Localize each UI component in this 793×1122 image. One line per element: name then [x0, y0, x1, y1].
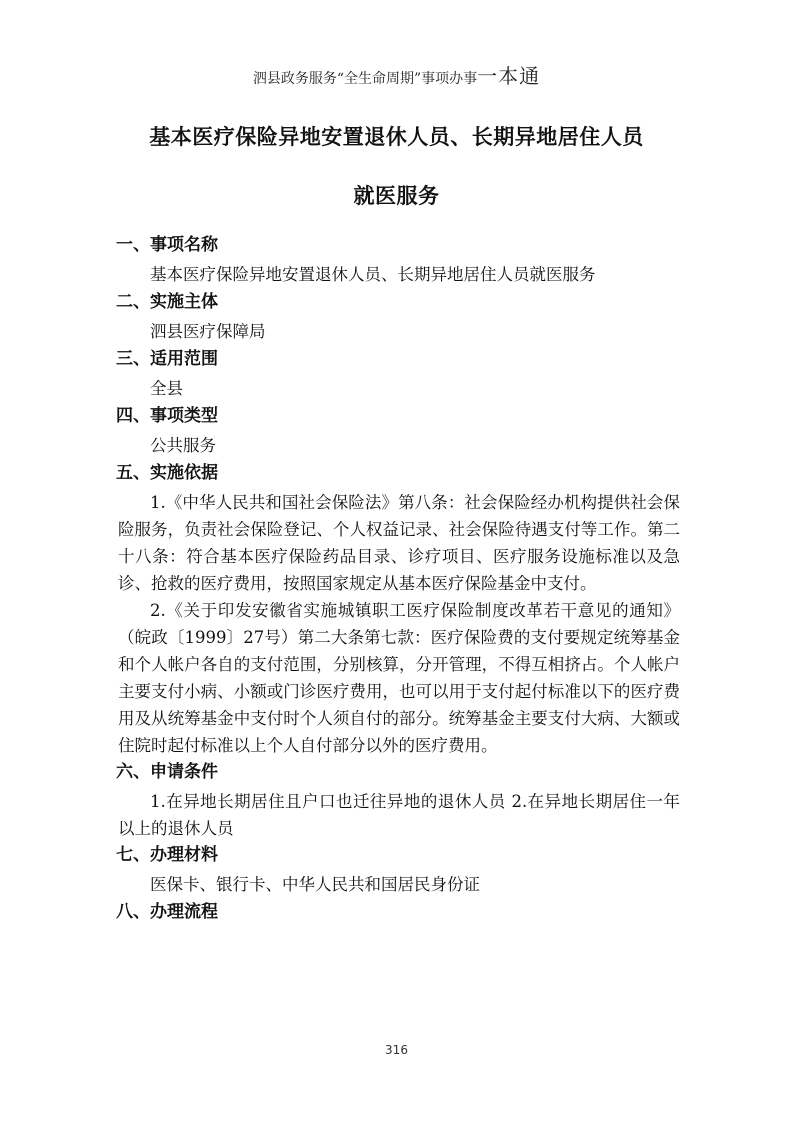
- section-heading-item-type: 四、事项类型: [116, 406, 218, 426]
- section-value-scope: 全县: [150, 379, 183, 398]
- section-heading-implementing-body: 二、实施主体: [116, 292, 218, 312]
- section-value-item-name: 基本医疗保险异地安置退休人员、长期异地居住人员就医服务: [150, 265, 596, 284]
- document-body: [118, 232, 680, 928]
- header-prefix: 泗县政务服务“全生命周期”事项办事: [252, 71, 478, 87]
- running-header: [0, 60, 793, 89]
- conditions-paragraph: 1.在异地长期居住且户口也迁往异地的退休人员 2.在异地长期居住一年以上的退休人员: [118, 792, 680, 838]
- section-heading-process: 八、办理流程: [116, 902, 218, 922]
- section-heading-scope: 三、适用范围: [116, 349, 218, 369]
- section-heading-item-name: 一、事项名称: [116, 235, 218, 255]
- legal-basis-paragraph-2: 2.《关于印发安徽省实施城镇职工医疗保险制度改革若干意见的通知》（皖政〔1999〕27号）第二大条第七款：医疗保险费的支付要规定统筹基金和个人帐户各自的支付范围，分别核算，分开管理，不得互相挤占。个人帐户主要支付小病、小额或门诊医疗费用，也可以用于支付起付标准以下的医疗费用及从统筹基金中支付时个人须自付的部分。统筹基金主要支付大病、大额或住院时起付标准以上个人自付部分以外的医疗费用。: [118, 601, 680, 755]
- section-value-materials: 医保卡、银行卡、中华人民共和国居民身份证: [150, 875, 480, 894]
- section-heading-legal-basis: 五、实施依据: [116, 463, 218, 483]
- section-heading-materials: 七、办理材料: [116, 845, 218, 865]
- section-value-implementing-body: 泗县医疗保障局: [150, 322, 266, 341]
- page-number: 316: [385, 1043, 408, 1057]
- document-title-line2: 就医服务: [353, 184, 440, 208]
- section-value-item-type: 公共服务: [150, 436, 216, 455]
- document-title-line1: 基本医疗保险异地安置退休人员、长期异地居住人员: [149, 125, 644, 149]
- legal-basis-paragraph-1: 1.《中华人民共和国社会保险法》第八条：社会保险经办机构提供社会保险服务，负责社会保险登记、个人权益记录、社会保险待遇支付等工作。第二十八条：符合基本医疗保险药品目录、诊疗项目、医疗服务设施标准以及急诊、抢救的医疗费用，按照国家规定从基本医疗保险基金中支付。: [118, 493, 680, 593]
- section-heading-conditions: 六、申请条件: [116, 762, 218, 782]
- header-brand: 一本通: [477, 64, 541, 88]
